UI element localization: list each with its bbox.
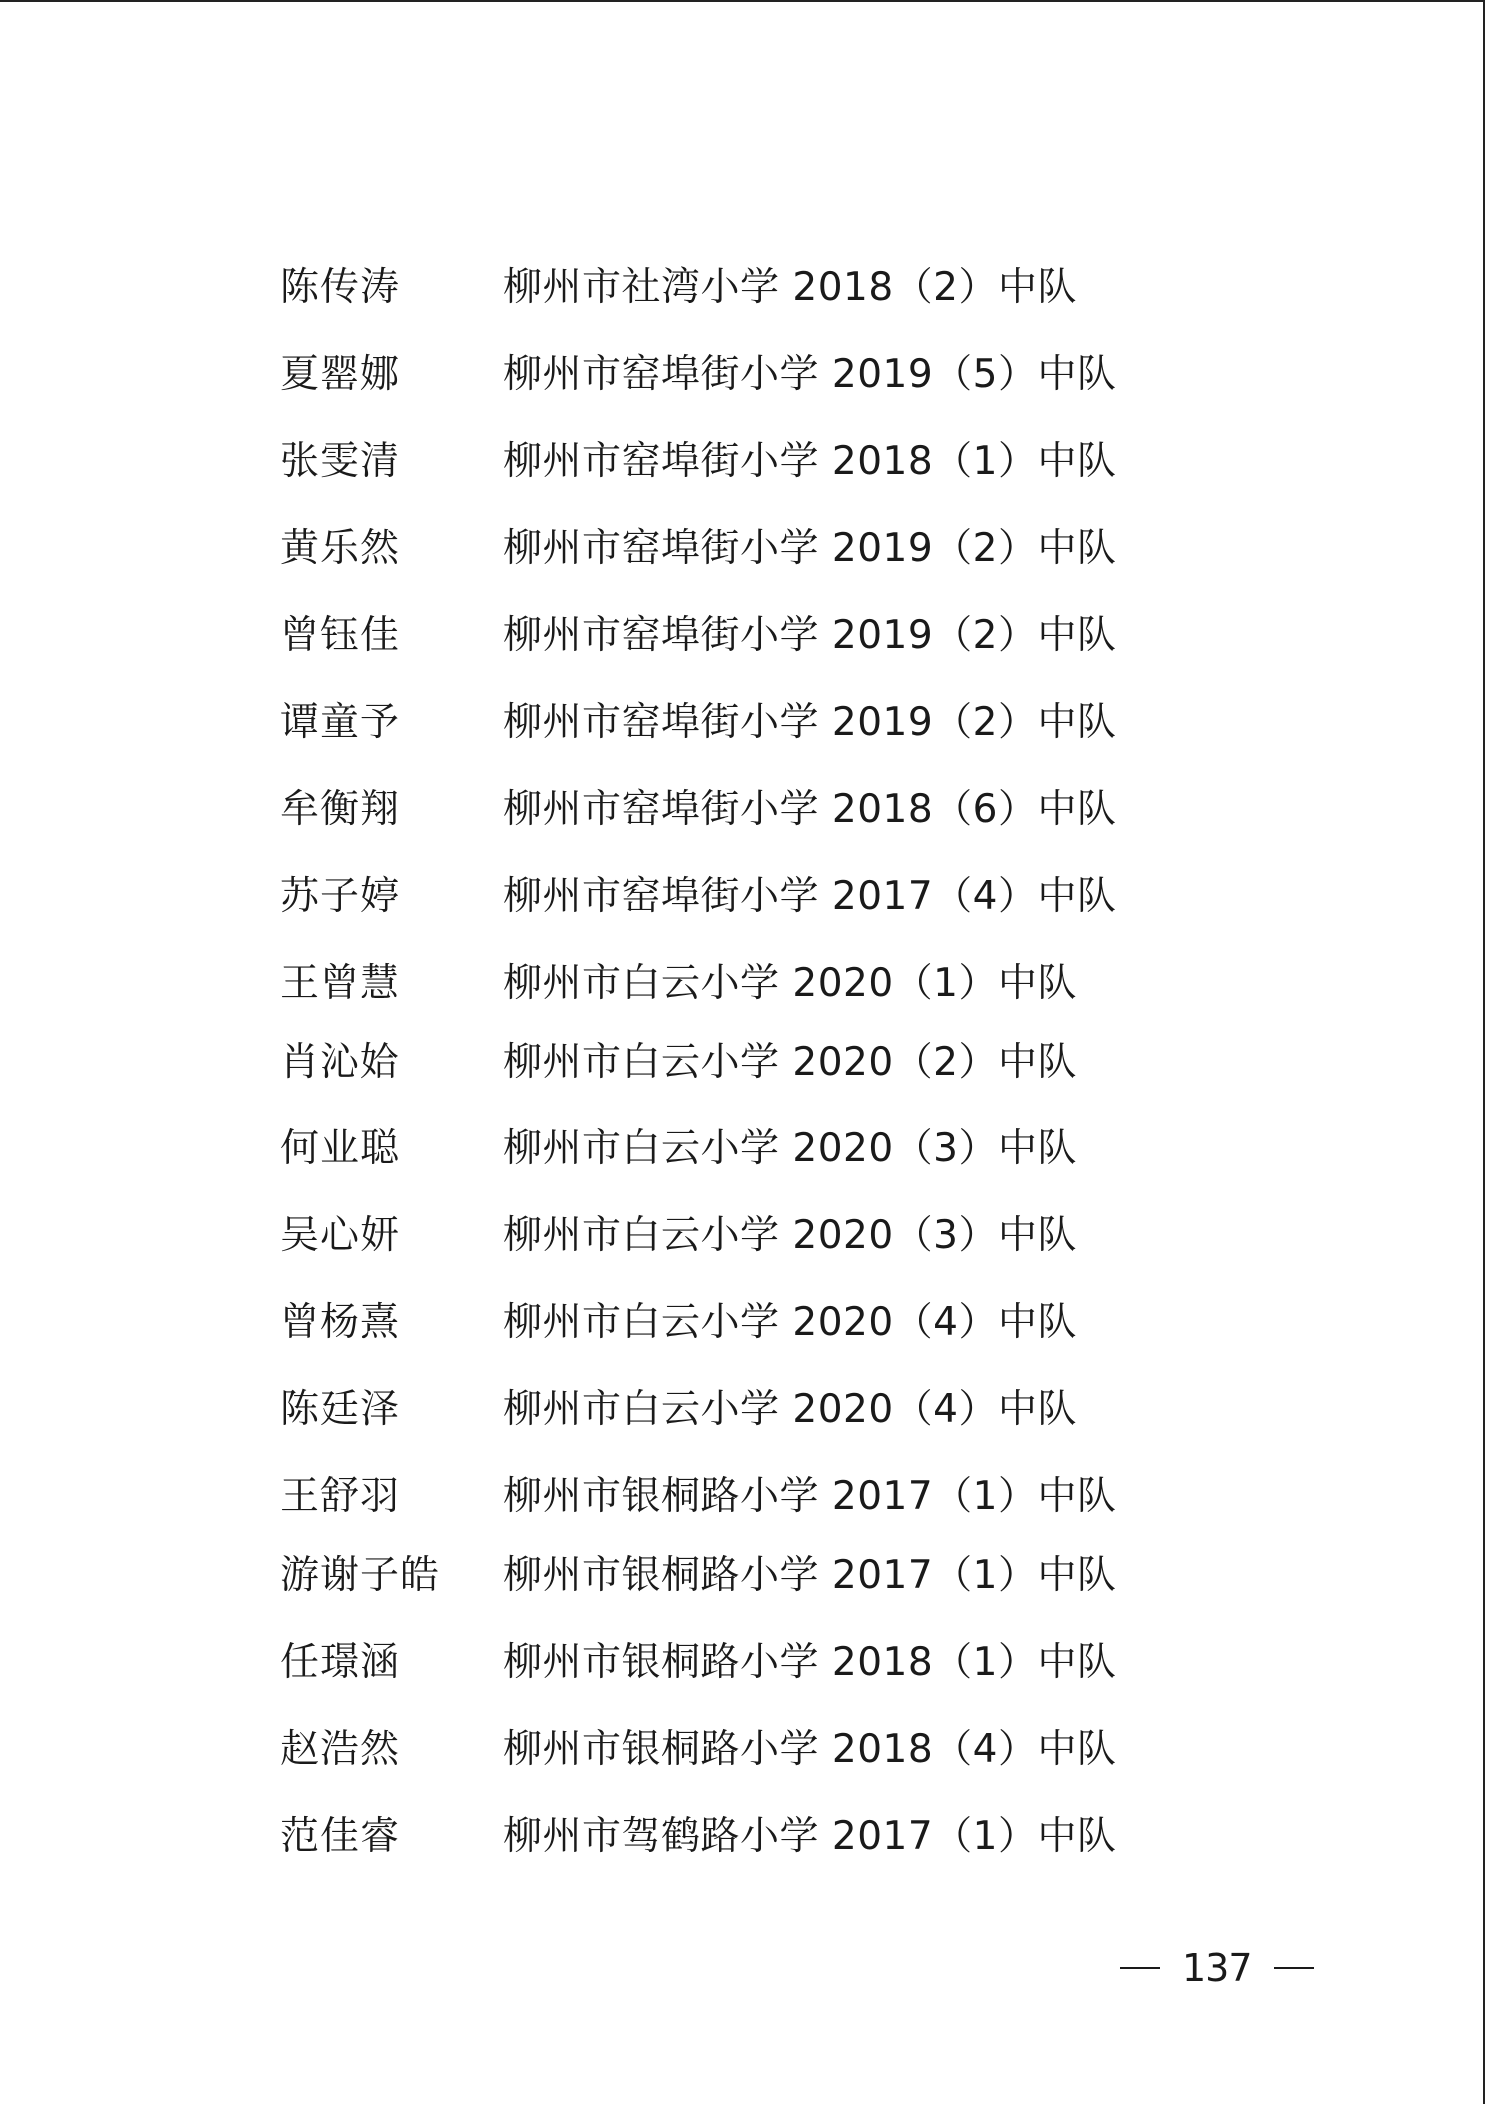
list-item bbox=[280, 1119, 1077, 1179]
member-name: 王舒羽 bbox=[280, 1474, 401, 1519]
page-footer bbox=[1120, 1938, 1314, 1998]
member-name: 牟衡翔 bbox=[280, 787, 401, 832]
footer-dash-right bbox=[1274, 1967, 1314, 1969]
list-item bbox=[280, 1633, 1116, 1693]
member-unit: 柳州市窑埠街小学 2018（1）中队 bbox=[503, 439, 1117, 484]
member-unit: 柳州市银桐路小学 2018（1）中队 bbox=[503, 1640, 1117, 1685]
member-unit: 柳州市社湾小学 2018（2）中队 bbox=[503, 265, 1077, 310]
list-item bbox=[280, 1546, 1116, 1606]
member-name: 陈传涛 bbox=[280, 265, 401, 310]
member-name: 王曾慧 bbox=[280, 961, 401, 1006]
member-name: 谭童予 bbox=[280, 700, 401, 745]
member-unit: 柳州市窑埠街小学 2019（2）中队 bbox=[503, 613, 1117, 658]
member-unit: 柳州市白云小学 2020（3）中队 bbox=[503, 1213, 1077, 1258]
member-unit: 柳州市驾鹤路小学 2017（1）中队 bbox=[503, 1814, 1117, 1859]
member-name: 夏罂娜 bbox=[280, 352, 401, 397]
member-unit: 柳州市银桐路小学 2017（1）中队 bbox=[503, 1474, 1117, 1519]
member-name: 吴心妍 bbox=[280, 1213, 401, 1258]
member-unit: 柳州市窑埠街小学 2018（6）中队 bbox=[503, 787, 1117, 832]
member-unit: 柳州市白云小学 2020（1）中队 bbox=[503, 961, 1077, 1006]
footer-dash-left bbox=[1120, 1967, 1160, 1969]
list-item bbox=[280, 1293, 1077, 1353]
list-item bbox=[280, 867, 1116, 927]
list-item bbox=[280, 432, 1116, 492]
member-name: 黄乐然 bbox=[280, 526, 401, 571]
member-unit: 柳州市白云小学 2020（4）中队 bbox=[503, 1300, 1077, 1345]
member-name: 曾钰佳 bbox=[280, 613, 401, 658]
list-item bbox=[280, 345, 1116, 405]
list-item bbox=[280, 1380, 1077, 1440]
page-number: 137 bbox=[1182, 1946, 1252, 1990]
list-item bbox=[280, 606, 1116, 666]
member-unit: 柳州市银桐路小学 2017（1）中队 bbox=[503, 1553, 1117, 1598]
list-item bbox=[280, 519, 1116, 579]
list-item bbox=[280, 1206, 1077, 1266]
member-unit: 柳州市白云小学 2020（4）中队 bbox=[503, 1387, 1077, 1432]
member-unit: 柳州市白云小学 2020（2）中队 bbox=[503, 1040, 1077, 1085]
member-name: 肖沁姶 bbox=[280, 1040, 401, 1085]
list-item bbox=[280, 1033, 1077, 1093]
member-name: 张雯清 bbox=[280, 439, 401, 484]
member-name: 范佳睿 bbox=[280, 1814, 401, 1859]
list-item bbox=[280, 258, 1077, 318]
list-item bbox=[280, 1807, 1116, 1867]
member-unit: 柳州市窑埠街小学 2019（5）中队 bbox=[503, 352, 1117, 397]
member-name: 赵浩然 bbox=[280, 1727, 401, 1772]
member-unit: 柳州市窑埠街小学 2019（2）中队 bbox=[503, 700, 1117, 745]
member-name: 任璟涵 bbox=[280, 1640, 401, 1685]
member-unit: 柳州市白云小学 2020（3）中队 bbox=[503, 1126, 1077, 1171]
list-item bbox=[280, 954, 1077, 1014]
member-name: 陈廷泽 bbox=[280, 1387, 401, 1432]
member-unit: 柳州市窑埠街小学 2019（2）中队 bbox=[503, 526, 1117, 571]
list-item bbox=[280, 693, 1116, 753]
member-name: 苏子婷 bbox=[280, 874, 401, 919]
list-item bbox=[280, 1467, 1116, 1527]
member-name: 游谢子皓 bbox=[280, 1553, 441, 1598]
list-item bbox=[280, 1720, 1116, 1780]
list-item bbox=[280, 780, 1116, 840]
member-unit: 柳州市窑埠街小学 2017（4）中队 bbox=[503, 874, 1117, 919]
member-unit: 柳州市银桐路小学 2018（4）中队 bbox=[503, 1727, 1117, 1772]
member-name: 曾杨熹 bbox=[280, 1300, 401, 1345]
member-name: 何业聪 bbox=[280, 1126, 401, 1171]
